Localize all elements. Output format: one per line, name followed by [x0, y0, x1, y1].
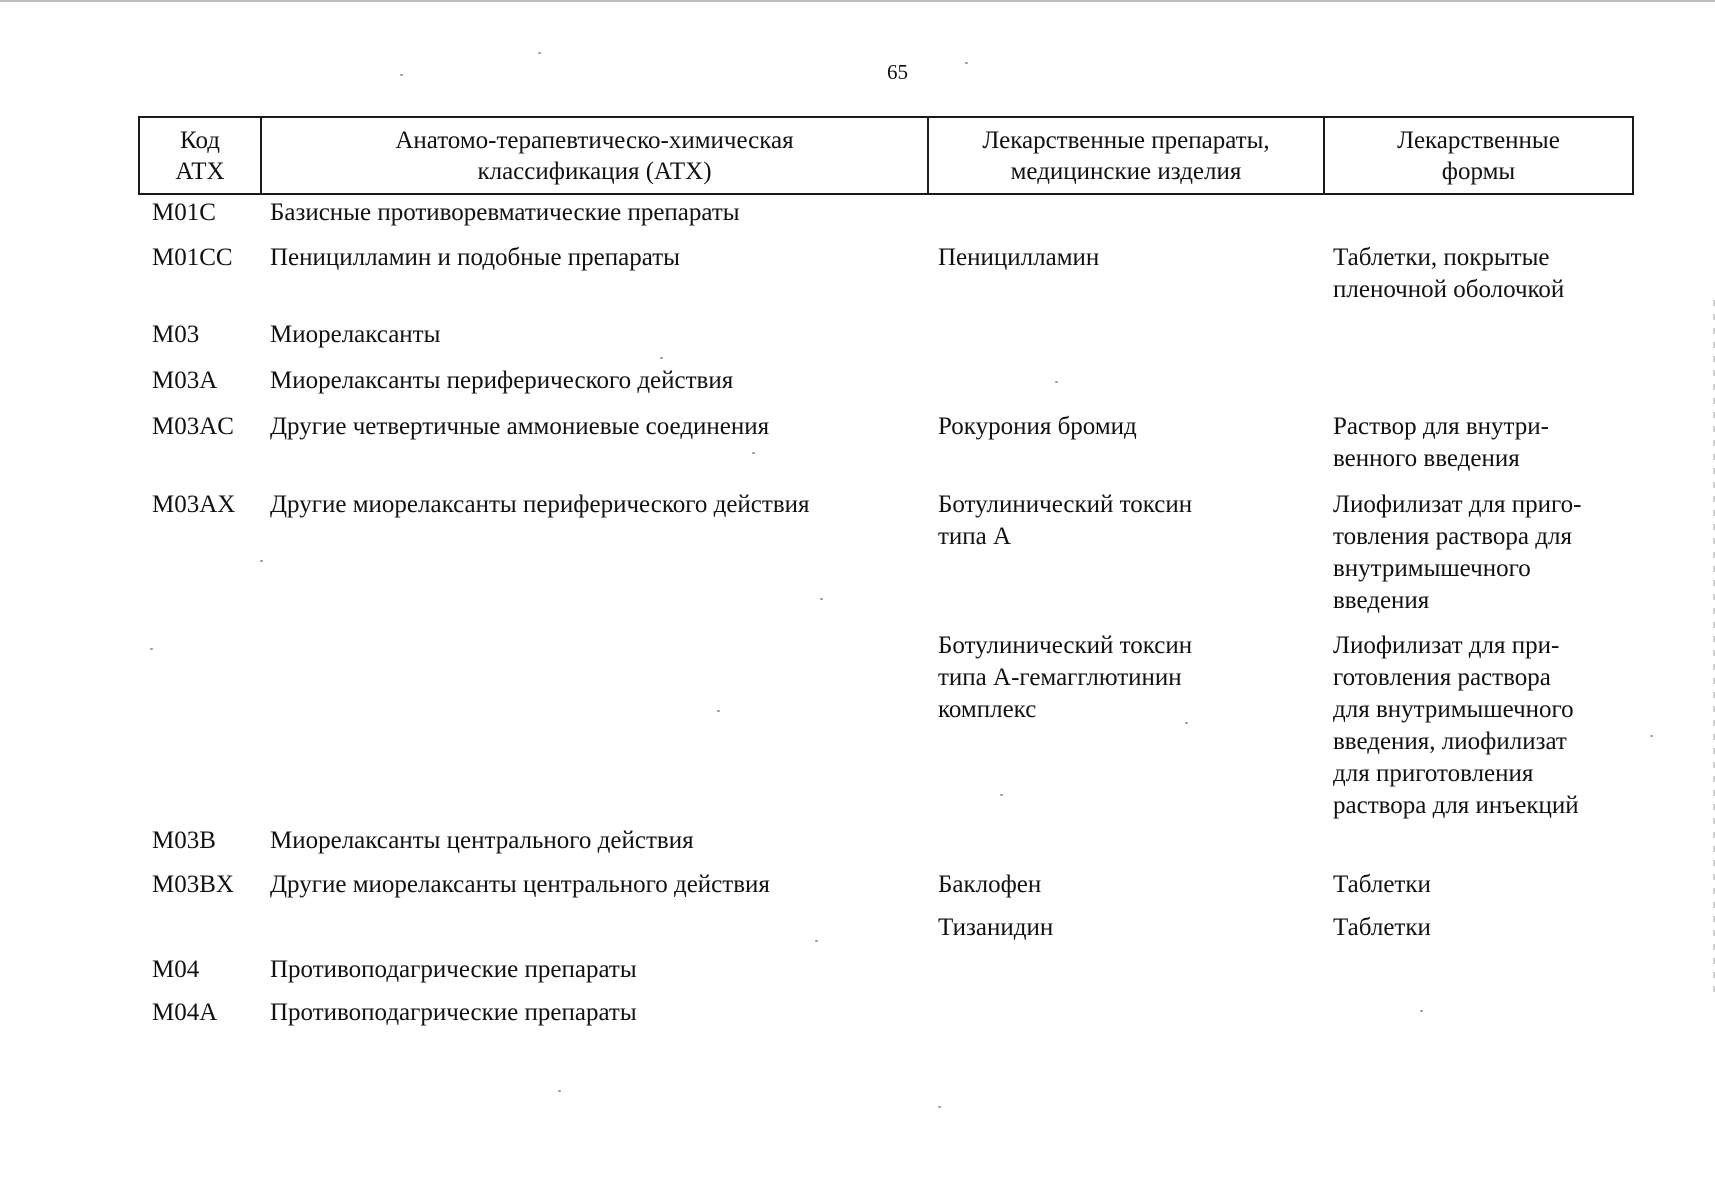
header-classification: Анатомо-терапевтическо-химическая классификация (АТХ) [262, 118, 929, 193]
drug-name: Ботулинический токсин типа А [938, 491, 1193, 550]
atc-code: M01C [152, 199, 216, 226]
header-code: Код АТХ [140, 118, 262, 193]
scan-speck [660, 357, 663, 359]
drug-name: Тизанидин [938, 914, 1054, 941]
atc-code: M04A [152, 999, 218, 1026]
drug-name: Баклофен [938, 871, 1042, 898]
scan-speck [938, 1106, 941, 1108]
drug-name: Ботулинический токсин типа А-гемагглютинин комплекс [938, 632, 1193, 723]
atc-code: M03AX [152, 491, 236, 518]
atc-code: M03AC [152, 413, 234, 440]
atc-classification: Пеницилламин и подобные препараты [270, 244, 680, 271]
scan-speck [400, 74, 403, 76]
atc-classification: Другие миорелаксанты периферического действия [270, 491, 810, 518]
atc-code: M03B [152, 827, 216, 854]
scan-speck [1420, 1010, 1423, 1012]
scan-speck [150, 648, 153, 650]
scan-speck [538, 52, 541, 54]
atc-classification: Противоподагрические препараты [270, 956, 637, 983]
header-drugs: Лекарственные препараты, медицинские изделия [929, 118, 1325, 193]
scan-speck [260, 560, 263, 562]
atc-classification: Миорелаксанты периферического действия [270, 367, 734, 394]
atc-classification: Другие миорелаксанты центрального действия [270, 871, 770, 898]
atc-code: M03A [152, 367, 218, 394]
scan-speck [752, 452, 755, 454]
atc-code: M03 [152, 321, 200, 348]
atc-code: M04 [152, 956, 200, 983]
dosage-form: Таблетки, покрытые пленочной оболочкой [1333, 244, 1565, 303]
atc-classification: Противоподагрические препараты [270, 999, 637, 1026]
dosage-form: Лиофилизат для приго- товления раствора для внутримышечного введения [1333, 491, 1582, 614]
drug-name: Рокурония бромид [938, 413, 1137, 440]
dosage-form: Таблетки [1333, 871, 1431, 898]
atc-classification: Миорелаксанты центрального действия [270, 827, 694, 854]
scan-speck [1000, 794, 1003, 796]
scan-speck [965, 62, 968, 64]
dosage-form: Лиофилизат для при- готовления раствора для внутримышечного введения, лиофилизат для приготовления раствора для инъекций [1333, 632, 1579, 819]
dosage-form: Раствор для внутри- венного введения [1333, 413, 1549, 472]
header-forms: Лекарственные формы [1397, 126, 1560, 185]
scan-speck [558, 1090, 561, 1092]
atc-code: M01CC [152, 244, 233, 271]
atc-classification: Базисные противоревматические препараты [270, 199, 740, 226]
atc-classification: Миорелаксанты [270, 321, 441, 348]
atc-classification: Другие четвертичные аммониевые соединения [270, 413, 770, 440]
scan-speck [820, 598, 823, 600]
scan-speck [717, 710, 720, 712]
scan-speck [1055, 381, 1058, 383]
page-number: 65 [887, 60, 908, 84]
drug-name: Пеницилламин [938, 244, 1100, 271]
scan-speck [1185, 722, 1188, 724]
atc-code: M03BX [152, 871, 234, 898]
dosage-form: Таблетки [1333, 914, 1431, 941]
scan-speck [815, 940, 818, 942]
scan-speck [1650, 735, 1653, 737]
